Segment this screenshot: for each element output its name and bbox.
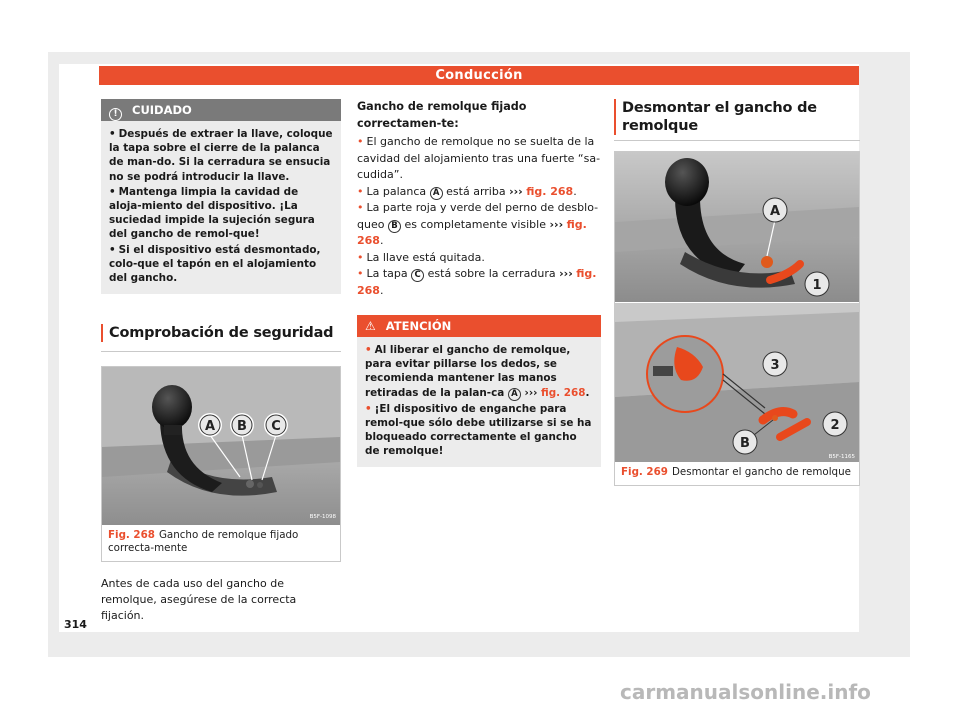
fixed-heading: Gancho de remolque fijado correctamen-te: (357, 100, 527, 130)
section-title-security: Comprobación de seguridad (101, 324, 341, 342)
marker-1 (805, 272, 829, 296)
svg-text:C: C (271, 419, 281, 435)
caution-box (101, 99, 341, 294)
column-right (614, 99, 860, 486)
fig-link[interactable]: fig. 268 (357, 217, 587, 247)
figure-269 (614, 151, 860, 486)
figure-code: B5F-1165 (828, 454, 855, 460)
caution-header (101, 99, 341, 121)
column-middle (357, 99, 601, 467)
warning-box (357, 315, 601, 467)
figure-code: B5F-1098 (309, 514, 336, 521)
section-title-remove: Desmontar el gancho de remolque (614, 99, 860, 135)
marker-a (763, 198, 787, 222)
caution-item: • Mantenga limpia la cavidad de aloja-miento del dispositivo. ¡La suciedad impide la sujeción segura del gancho de remol-que! (109, 185, 315, 241)
fig-link[interactable]: fig. 268 (357, 267, 597, 297)
caution-item: • Si el dispositivo está desmontado, colo-que el tapón en el alojamiento del gancho. (109, 243, 321, 285)
check-item: • La palanca A está arriba ››› fig. 268. (357, 184, 577, 198)
check-item: • La parte roja y verde del perno de desblo-queo B es completamente visible ››› fig. 268. (357, 201, 599, 247)
watermark: carmanualsonline.info (620, 680, 871, 704)
svg-text:A: A (769, 204, 781, 219)
marker-3 (763, 352, 787, 376)
figure-269-caption: Fig. 269 Desmontar el gancho de remolque (621, 466, 851, 478)
warning-icon: ⚠ (365, 319, 376, 333)
svg-text:A: A (204, 419, 216, 435)
warning-item: • ¡El dispositivo de enganche para remol-que sólo debe utilizarse si se ha bloqueado correctamente el gancho de remolque! (365, 402, 592, 458)
warning-header (357, 315, 601, 337)
svg-text:3: 3 (770, 358, 780, 373)
marker-a (198, 413, 222, 437)
marker-2 (823, 412, 847, 436)
figure-268 (101, 366, 341, 562)
caution-item: • Después de extraer la llave, coloque la tapa sobre el cierre de la palanca de man-do. Si la cerradura se ensucia no se podrá introducir la llave. (109, 128, 333, 183)
svg-text:B: B (237, 419, 247, 435)
check-item: • La llave está quitada. (357, 250, 485, 264)
tow-hook-image (102, 367, 340, 525)
fig-link[interactable]: fig. 268 (541, 386, 586, 399)
marker-b (230, 413, 254, 437)
warning-title: ATENCIÓN (385, 319, 452, 333)
page-number: 314 (64, 618, 87, 631)
check-item: • El gancho de remolque no se suelta de la cavidad del alojamiento tras una fuerte “sa-cudida”. (357, 135, 601, 181)
svg-text:1: 1 (812, 278, 822, 293)
info-icon: ! (109, 108, 122, 121)
figure-268-caption: Fig. 268 Gancho de remolque fijado correcta-mente (108, 529, 299, 555)
fig-link[interactable]: fig. 268 (526, 184, 574, 198)
intro-paragraph: Antes de cada uso del gancho de remolque, asegúrese de la correcta fijación. (101, 577, 297, 623)
caution-title: CUIDADO (132, 103, 192, 117)
svg-text:B: B (740, 436, 750, 451)
check-item: • La tapa C está sobre la cerradura ››› fig. 268. (357, 267, 597, 297)
tow-hook-removal-image (615, 152, 859, 462)
svg-text:2: 2 (830, 418, 840, 433)
column-left (101, 99, 341, 624)
chapter-header: Conducción (99, 66, 859, 85)
warning-item: • Al liberar el gancho de remolque, para evitar pillarse los dedos, se recomienda mantener las manos retiradas de la palan-ca A ››› fig. 268. (365, 344, 590, 399)
marker-c (264, 413, 288, 437)
marker-b (733, 430, 757, 454)
